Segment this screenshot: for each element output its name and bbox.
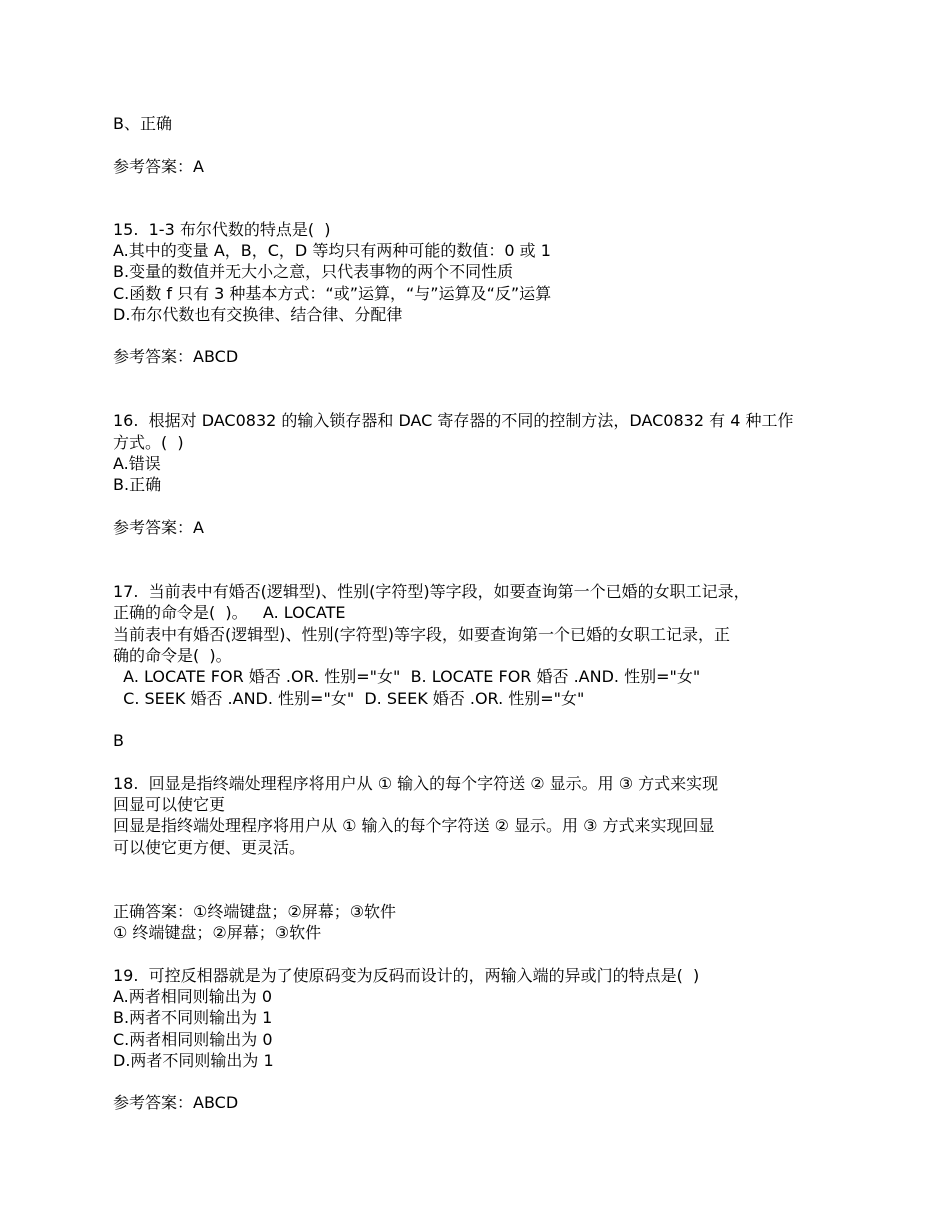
question-15-option-c: C.函数 f 只有 3 种基本方式：“或”运算，“与”运算及“反”运算 (113, 284, 552, 303)
question-15-option-a: A.其中的变量 A，B，C，D 等均只有两种可能的数值：0 或 1 (113, 241, 551, 260)
question-19-stem: 19. 可控反相器就是为了使原码变为反码而设计的，两输入端的异或门的特点是( ) (113, 966, 700, 985)
option-b: B、正确 (113, 114, 172, 133)
question-19-option-c: C.两者相同则输出为 0 (113, 1030, 273, 1049)
question-19-option-a: A.两者相同则输出为 0 (113, 987, 273, 1006)
question-19-option-d: D.两者不同则输出为 1 (113, 1051, 274, 1070)
question-16-answer: 参考答案：A (113, 518, 204, 537)
question-17-options-ab: A. LOCATE FOR 婚否 .OR. 性别="女" B. LOCATE FOR 婚否 .AND. 性别="女" (113, 667, 701, 686)
question-19-answer: 参考答案：ABCD (113, 1093, 239, 1112)
question-16-option-a: A.错误 (113, 454, 161, 473)
question-18-stem-line-3: 回显是指终端处理程序将用户从 ① 输入的每个字符送 ② 显示。用 ③ 方式来实现回显 (113, 816, 715, 835)
question-17-options-cd: C. SEEK 婚否 .AND. 性别="女" D. SEEK 婚否 .OR. 性别="女" (113, 689, 585, 708)
question-18-stem-line-2: 回显可以使它更 (113, 795, 226, 814)
question-17-stem-line-1: 17. 当前表中有婚否(逻辑型)、性别(字符型)等字段，如要查询第一个已婚的女职工记录， (113, 582, 750, 601)
question-18-stem-line-1: 18. 回显是指终端处理程序将用户从 ① 输入的每个字符送 ② 显示。用 ③ 方式来实现 (113, 774, 719, 793)
question-17-answer: B (113, 731, 124, 750)
question-18-stem-line-4: 可以使它更方便、更灵活。 (113, 838, 306, 857)
question-17-stem-line-2: 正确的命令是( )。 A. LOCATE (113, 603, 346, 622)
question-16-option-b: B.正确 (113, 475, 162, 494)
question-15-stem: 15. 1-3 布尔代数的特点是( ) (113, 220, 331, 239)
question-15-answer: 参考答案：ABCD (113, 347, 239, 366)
question-15-option-d: D.布尔代数也有交换律、结合律、分配律 (113, 305, 403, 324)
reference-answer: 参考答案：A (113, 157, 204, 176)
question-16-stem-line-1: 16. 根据对 DAC0832 的输入锁存器和 DAC 寄存器的不同的控制方法，DAC0832 有 4 种工作 (113, 411, 794, 430)
question-17-stem-line-4: 确的命令是( )。 (113, 646, 232, 665)
question-17-stem-line-3: 当前表中有婚否(逻辑型)、性别(字符型)等字段，如要查询第一个已婚的女职工记录，正 (113, 625, 730, 644)
question-16-stem-line-2: 方式。( ) (113, 433, 184, 452)
question-19-option-b: B.两者不同则输出为 1 (113, 1008, 273, 1027)
question-18-answer-line-2: ① 终端键盘；②屏幕；③软件 (113, 923, 322, 942)
question-15-option-b: B.变量的数值并无大小之意，只代表事物的两个不同性质 (113, 262, 514, 281)
question-18-answer-line-1: 正确答案：①终端键盘；②屏幕；③软件 (113, 902, 397, 921)
